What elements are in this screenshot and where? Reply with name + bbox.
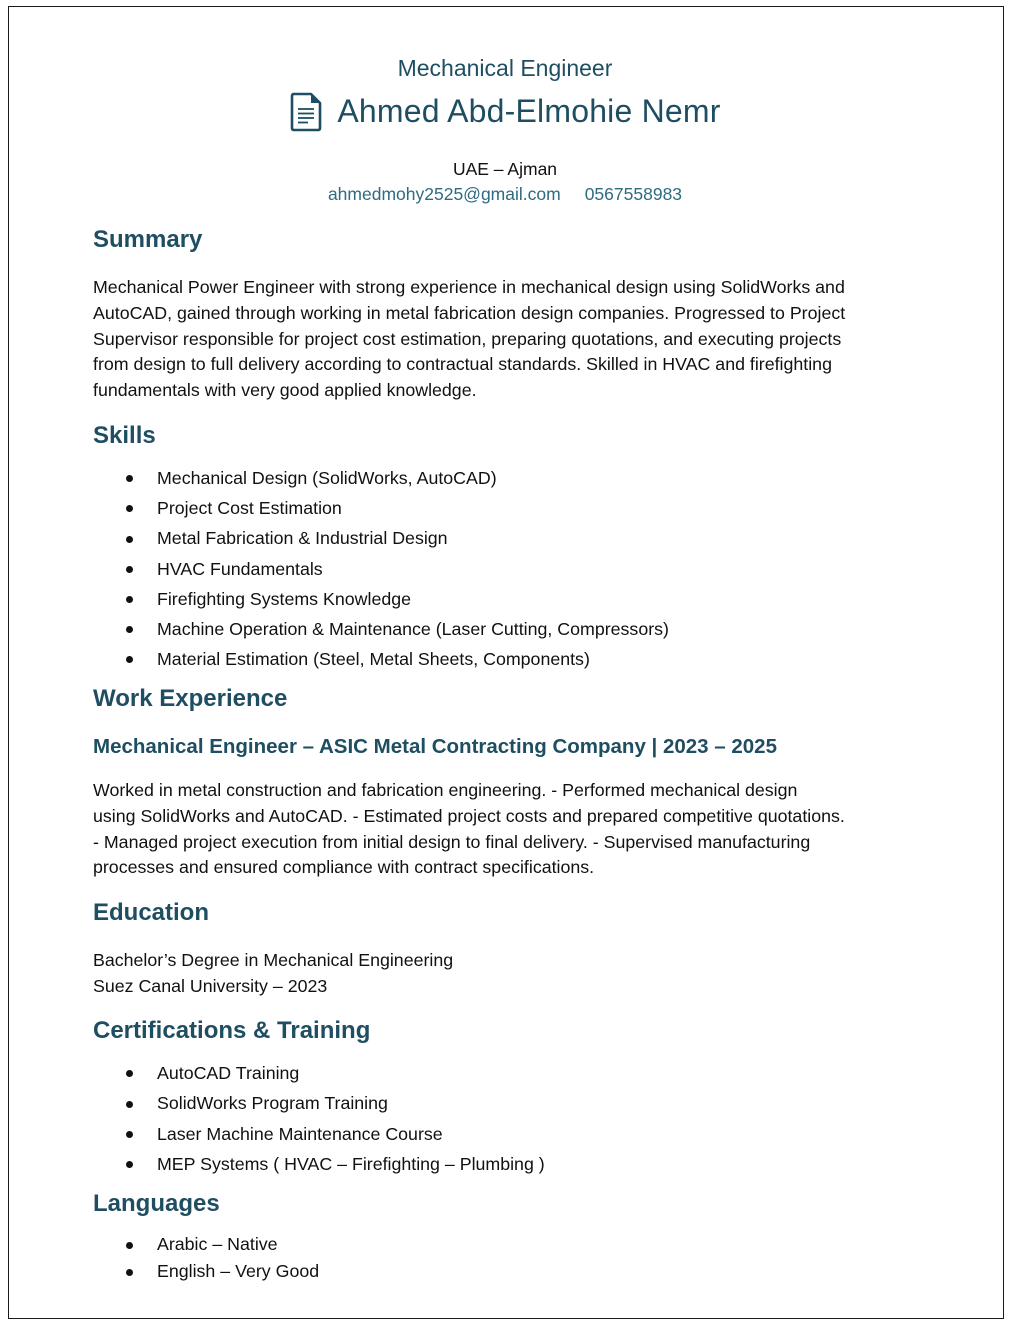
bullet-icon	[126, 1269, 133, 1276]
bullet-icon	[126, 1242, 133, 1249]
summary-line: fundamentals with very good applied knowledge.	[93, 380, 477, 401]
job-line: Worked in metal construction and fabrication engineering. - Performed mechanical design	[93, 780, 798, 800]
summary-line: Supervisor responsible for project cost estimation, preparing quotations, and executing projects	[93, 328, 842, 349]
certifications-list	[93, 1058, 545, 1180]
summary-heading: Summary	[93, 226, 203, 253]
summary-line: from design to full delivery according to contractual standards. Skilled in HVAC and firefighting	[93, 354, 832, 375]
skills-list	[93, 463, 669, 674]
job-description	[93, 778, 933, 881]
summary-text	[93, 275, 933, 404]
name-row	[0, 90, 1010, 132]
skill-item: Material Estimation (Steel, Metal Sheets, Components)	[93, 644, 669, 674]
contact-row	[0, 184, 1010, 205]
language-item: Arabic – Native	[93, 1231, 319, 1258]
skill-item: Machine Operation & Maintenance (Laser Cutting, Compressors)	[93, 614, 669, 644]
skill-item: Project Cost Estimation	[93, 493, 669, 523]
skill-item: Metal Fabrication & Industrial Design	[93, 523, 669, 553]
phone-number[interactable]: 0567558983	[584, 184, 683, 204]
bullet-icon	[126, 1070, 133, 1077]
certification-item: SolidWorks Program Training	[93, 1088, 545, 1118]
skill-item: Firefighting Systems Knowledge	[93, 584, 669, 614]
education-heading: Education	[93, 899, 210, 926]
languages-heading: Languages	[93, 1190, 220, 1217]
education-details	[93, 948, 933, 1000]
bullet-icon	[126, 475, 133, 482]
education-institution: Suez Canal University – 2023	[93, 975, 328, 996]
certifications-heading: Certifications & Training	[93, 1017, 371, 1044]
document-icon	[289, 92, 323, 132]
bullet-icon	[126, 536, 133, 543]
bullet-icon	[126, 1101, 133, 1108]
skill-item: Mechanical Design (SolidWorks, AutoCAD)	[93, 463, 669, 493]
bullet-icon	[126, 1131, 133, 1138]
job-heading: Mechanical Engineer – ASIC Metal Contracting Company | 2023 – 2025	[93, 735, 777, 758]
skill-item: HVAC Fundamentals	[93, 554, 669, 584]
summary-line: Mechanical Power Engineer with strong experience in mechanical design using SolidWorks and	[93, 277, 845, 297]
certification-item: AutoCAD Training	[93, 1058, 545, 1088]
location: UAE – Ajman	[452, 159, 558, 179]
skills-heading: Skills	[93, 422, 156, 449]
bullet-icon	[126, 656, 133, 663]
bullet-icon	[126, 626, 133, 633]
job-line: - Managed project execution from initial design to final delivery. - Supervised manufacturing	[93, 831, 811, 852]
education-degree: Bachelor’s Degree in Mechanical Engineering	[93, 950, 454, 970]
job-line: processes and ensured compliance with contract specifications.	[93, 857, 595, 878]
summary-line: AutoCAD, gained through working in metal fabrication design companies. Progressed to Project	[93, 302, 846, 323]
certification-item: MEP Systems ( HVAC – Firefighting – Plumbing )	[93, 1149, 545, 1179]
bullet-icon	[126, 1161, 133, 1168]
languages-list	[93, 1231, 319, 1285]
email-link[interactable]: ahmedmohy2525@gmail.com	[327, 184, 561, 204]
bullet-icon	[126, 596, 133, 603]
certification-item: Laser Machine Maintenance Course	[93, 1119, 545, 1149]
language-item: English – Very Good	[93, 1258, 319, 1285]
bullet-icon	[126, 566, 133, 573]
job-line: using SolidWorks and AutoCAD. - Estimated project costs and prepared competitive quotations.	[93, 805, 845, 826]
work-experience-heading: Work Experience	[93, 685, 288, 712]
bullet-icon	[126, 505, 133, 512]
job-title: Mechanical Engineer	[397, 55, 613, 81]
candidate-name: Ahmed Abd-Elmohie Nemr	[337, 92, 721, 129]
